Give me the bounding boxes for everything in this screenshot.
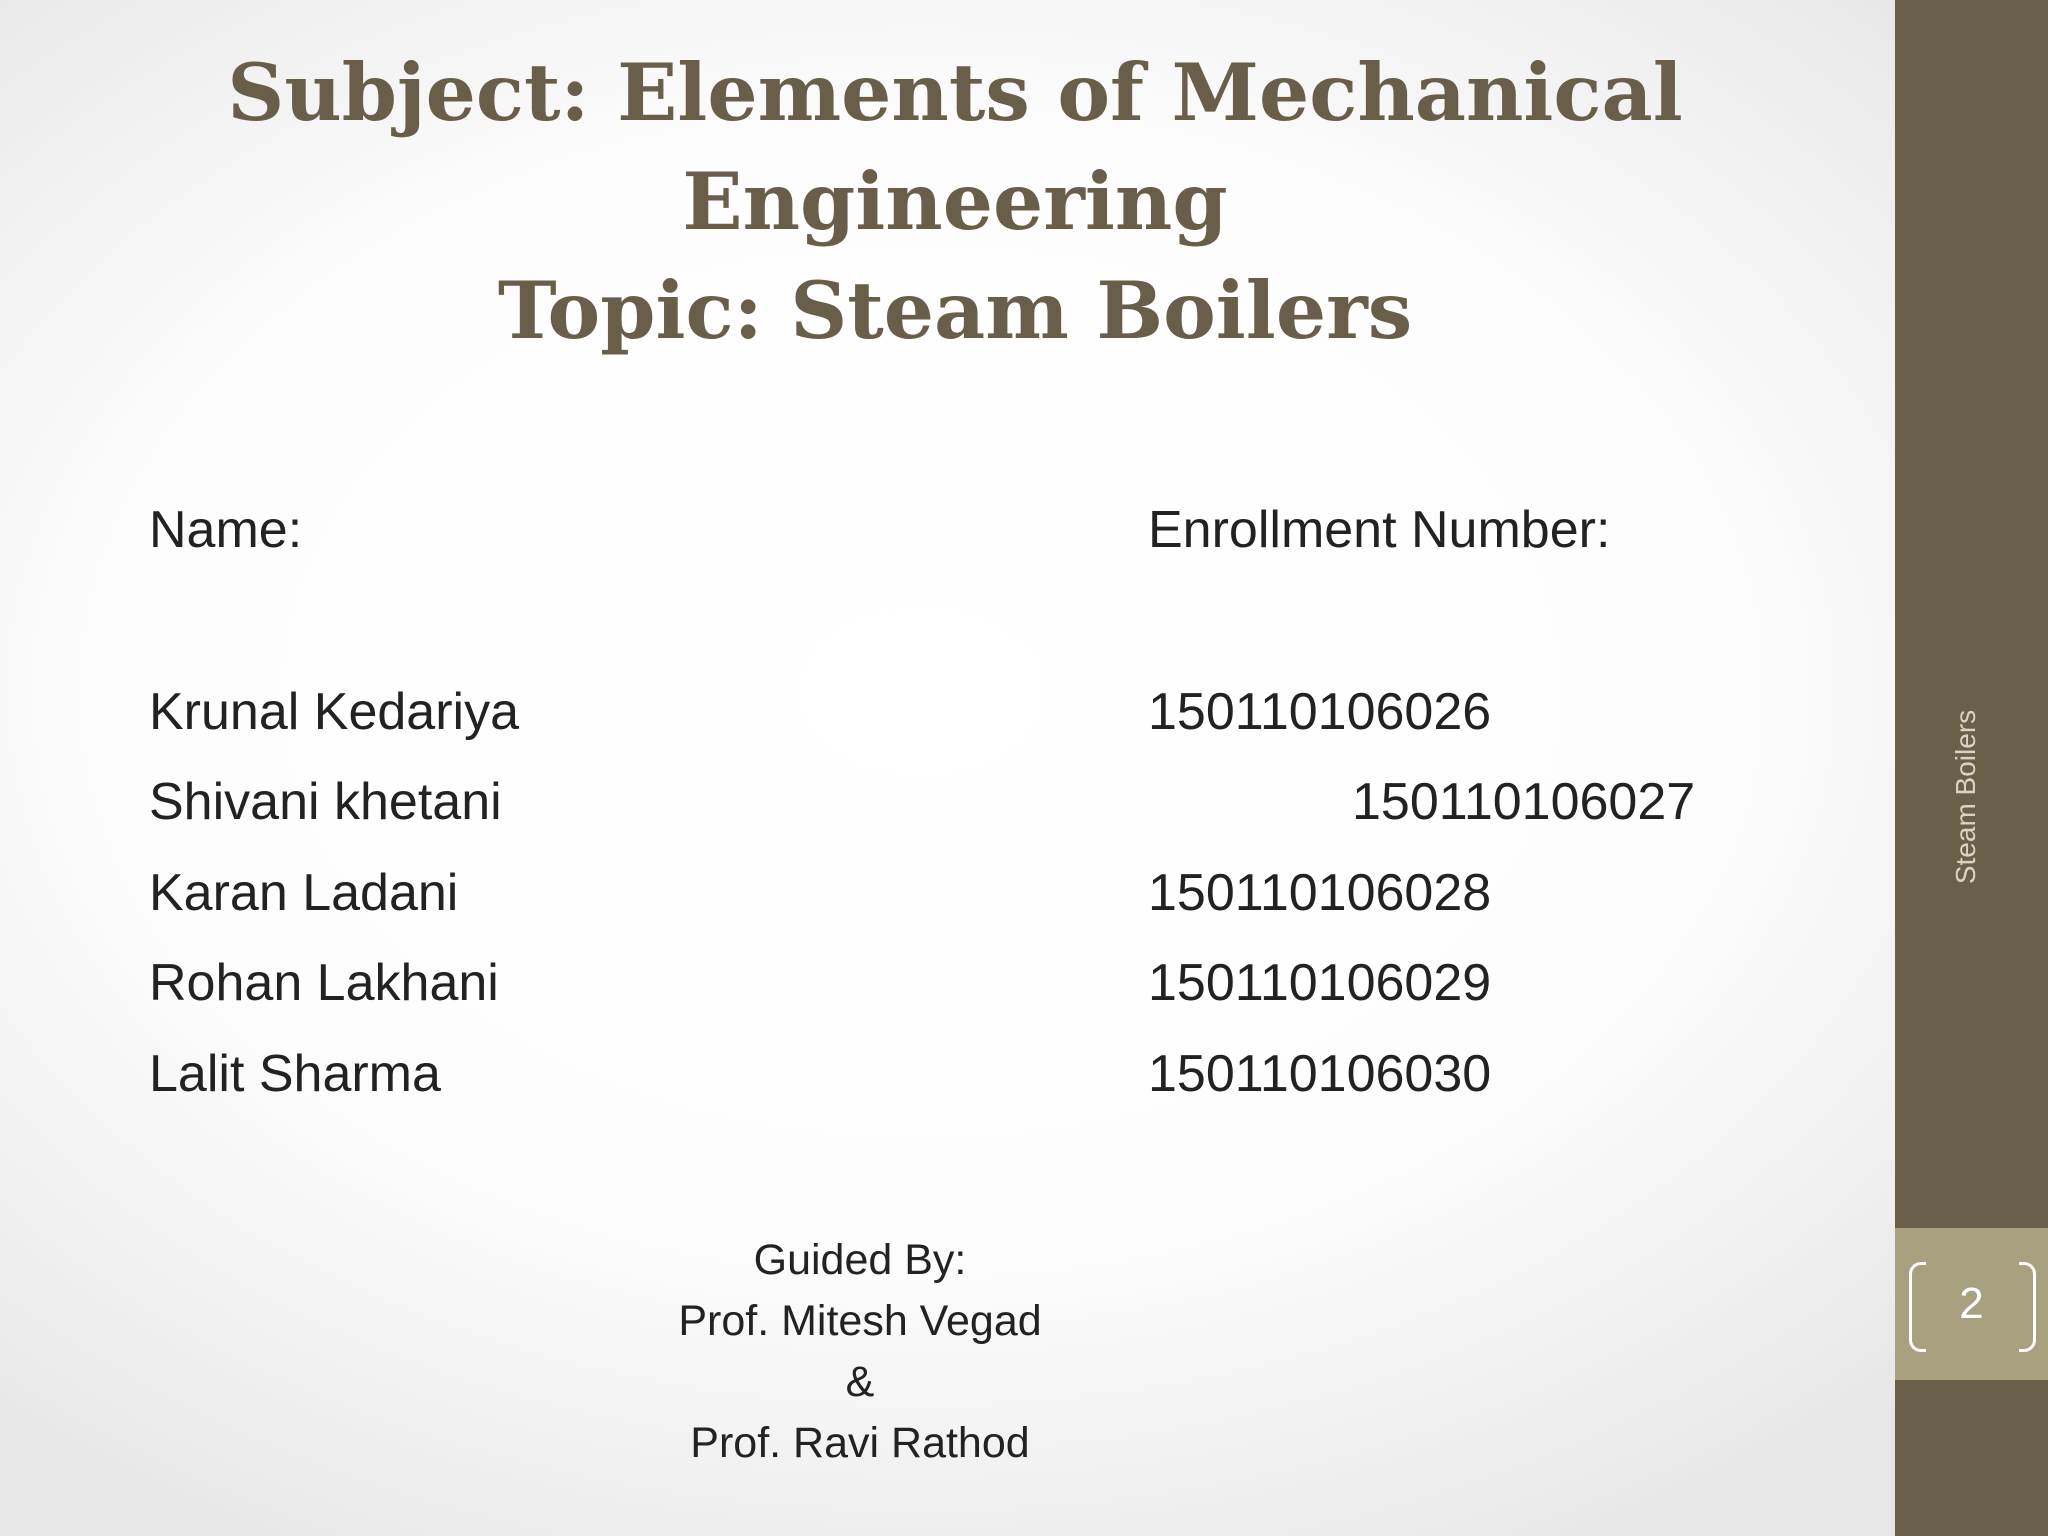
page-number-box [1895, 1228, 2048, 1380]
enrollment-column-header: Enrollment Number: [1148, 501, 1611, 559]
page-number: 2 [1959, 1279, 1984, 1328]
student-name: Karan Ladani [149, 864, 459, 922]
name-column-header: Name: [149, 501, 303, 559]
title-line-engineering: Engineering [682, 155, 1228, 248]
student-enrollment: 150110106029 [1148, 954, 1492, 1012]
guided-by-block [560, 1230, 1160, 1474]
student-name: Shivani khetani [149, 773, 502, 831]
student-enrollment: 150110106028 [1148, 864, 1492, 922]
title-line-subject: Subject: Elements of Mechanical [227, 46, 1683, 139]
guided-by-label: Guided By: [753, 1236, 967, 1284]
student-enrollment: 150110106026 [1148, 683, 1492, 741]
sidebar-footer-label: Steam Boilers [1950, 709, 1981, 885]
guide-name: Prof. Ravi Rathod [690, 1419, 1030, 1467]
slide-title [140, 38, 1770, 365]
guide-name: Prof. Mitesh Vegad [678, 1297, 1042, 1345]
title-line-topic: Topic: Steam Boilers [497, 264, 1413, 357]
student-name: Rohan Lakhani [149, 954, 499, 1012]
student-name: Krunal Kedariya [149, 683, 519, 741]
student-name: Lalit Sharma [149, 1045, 441, 1103]
guide-separator: & [845, 1358, 875, 1406]
student-enrollment: 150110106030 [1148, 1045, 1492, 1103]
student-enrollment: 150110106027 [1352, 773, 1696, 831]
